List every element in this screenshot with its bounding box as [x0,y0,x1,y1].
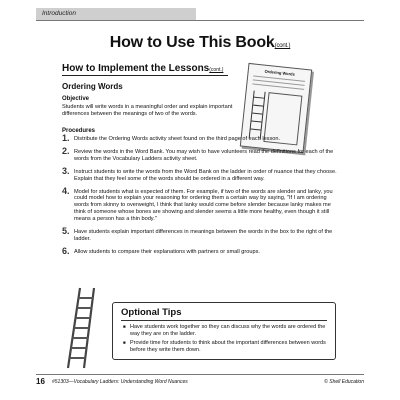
objective-text: Students will write words in a meaningful order and explain important differences between the meanings of two of the words. [62,104,233,118]
page-title-text: How to Use This Book [109,34,275,51]
subtitle-continued: (cont.) [209,67,224,73]
footer-rule [36,374,364,375]
section-label: Introduction [42,10,76,17]
tips-title: Optional Tips [121,307,182,318]
thumbnail-ladder [249,91,266,140]
procedure-step: 4. Model for students what is expected of them. For example, if two of the words are slender and lanky, you could model how to explain your reasoning for ordering them a certain way by saying, "If I am ordering words from skinny to overweight, I think that lanky would come before slender because lanky makes me think of someone whose bones are showing and slender seems a little more healthy, even though it still means a person has a thin body." [62,185,333,223]
procedures-label: Procedures [62,128,96,134]
procedure-steps [62,133,342,262]
tips-rule [121,320,327,321]
tip-item: ■ Provide time for students to think about the important differences between words before they write them down. [123,340,330,354]
procedure-step: 6. Allow students to compare their explanations with partners or small groups. [62,245,260,256]
subtitle-text: How to Implement the Lessons [62,63,210,74]
lesson-heading: Ordering Words [62,82,123,91]
procedure-step: 2. Review the words in the Word Bank. You may wish to have volunteers read the definitions for each of the words from the Vocabulary Ladders activity sheet. [62,145,334,162]
section-subtitle [62,63,223,74]
procedure-step: 5. Have students explain important differences in meanings between the words in the box to the right of the ladder. [62,226,333,242]
objective-label: Objective [62,96,90,102]
thumbnail-title: Ordering Words [264,68,296,77]
ladder-illustration [58,286,98,370]
procedure-step: 3. Instruct students to write the words from the Word Bank on the ladder in order of nuance that they choose. Explain that they feel some of the words should be ordered in a different way. [62,165,337,182]
page-title [0,34,400,52]
optional-tips-box [112,302,336,360]
publisher-credit: © Shell Education [324,379,364,385]
page-footer [36,378,364,388]
tip-item: ■ Have students work together so they can discuss why the words are ordered the way they are on the ladder. [123,324,330,338]
title-continued: (cont.) [274,43,291,49]
procedure-step: 1. Distribute the Ordering Words activity sheet found on the third page of each lesson. [62,133,281,143]
page-number: 16 [36,377,45,386]
book-reference: #51303—Vocabulary Ladders: Understanding Word Nuances [52,379,188,385]
subtitle-rule [62,75,228,76]
